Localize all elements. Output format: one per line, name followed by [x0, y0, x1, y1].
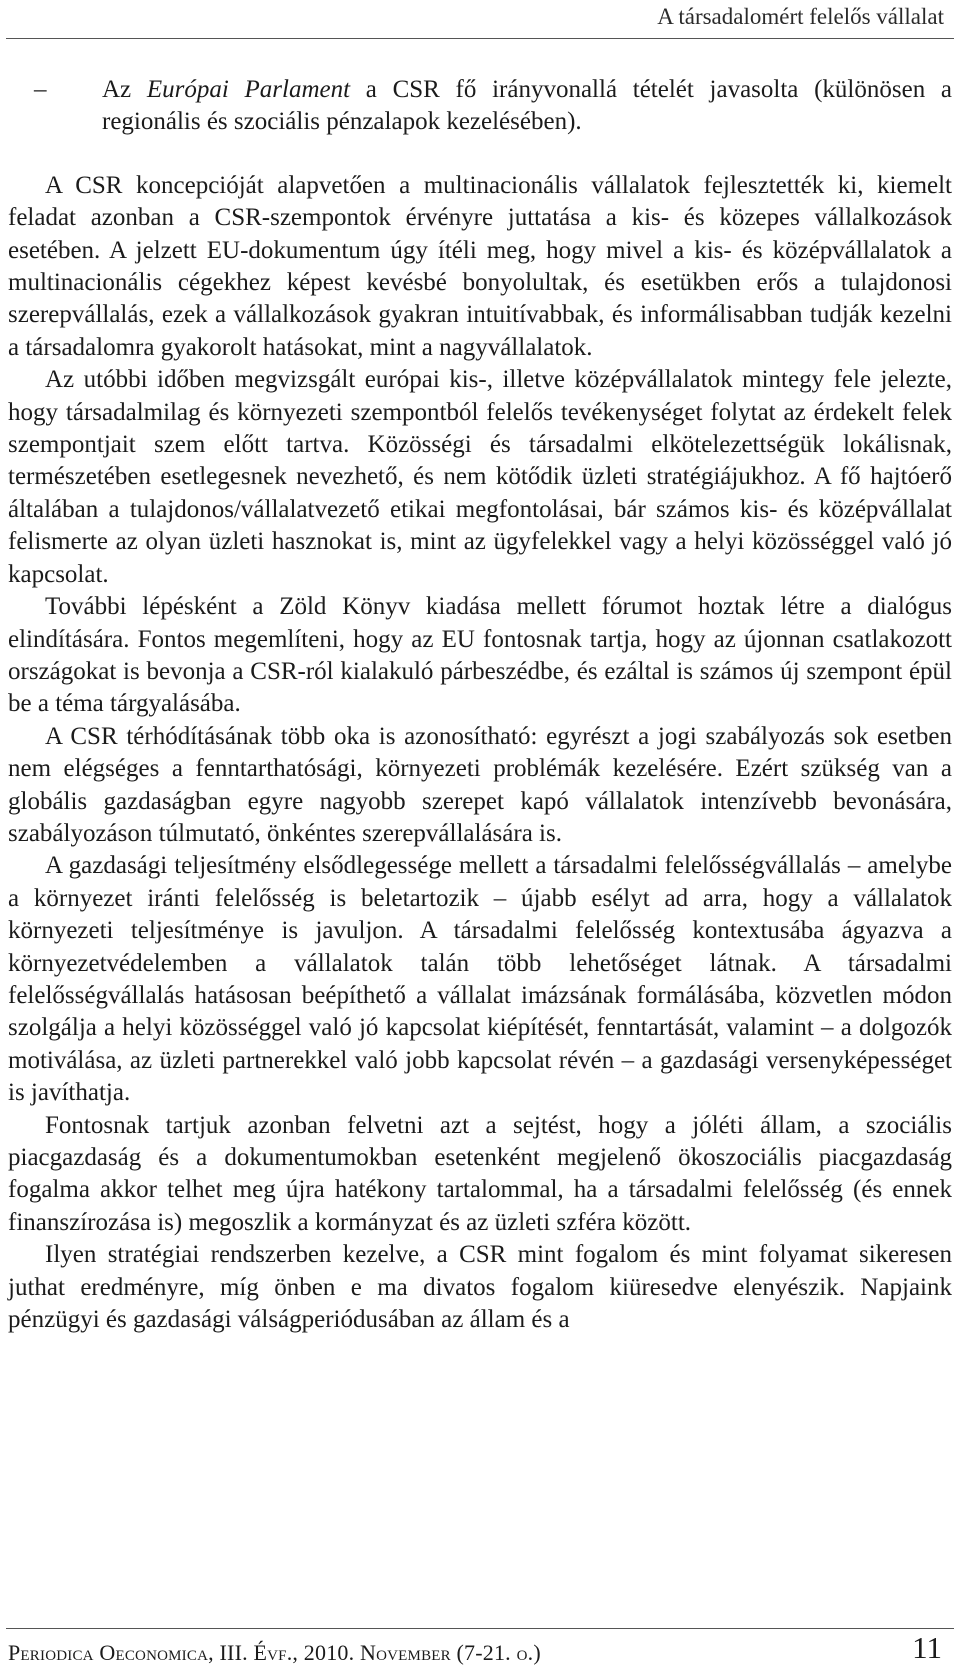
page-number: 11 [912, 1630, 942, 1665]
paragraph-3: További lépésként a Zöld Könyv kiadása mellett fórumot hoztak létre a dialógus elindítására. Fontos megemlíteni, hogy az EU fontosnak tartja, hogy az újonnan csatlakozott országokat is bevonja a CSR-ról kialakuló párbeszédbe, és ezáltal is számos új szempont épül be a téma tárgyalásába. [8, 593, 952, 718]
paragraph-5: A gazdasági teljesítmény elsődlegessége mellett a társadalmi felelősségvállalás – amelybe a környezet iránti felelősség is beletartozik – újabb esélyt ad arra, hogy a vállalatok környezeti teljesítménye is javuljon. A társadalmi felelősség kontextusába ágyazva a környezetvédelemben a vállalatok talán több lehetőséget látnak. A társadalmi felelősségvállalás hatásosan beépíthető a vállalat imázsának formálásába, közvetlen módon szolgálja a helyi közösséggel való jó kapcsolat kiépítését, fenntartását, valamint – a dolgozók motiválása, az üzleti partnerekkel való jobb kapcsolat révén – a gazdasági versenyképességet is javíthatja. [8, 852, 952, 1107]
paragraph-2: Az utóbbi időben megvizsgált európai kis-, illetve középvállalatok mintegy fele jelezte, hogy társadalmilag és környezeti szempontból felelős tevékenységet folytat az érdekelt felek szempontjait szem előtt tartva. Közösségi és társadalmi elkötelezettségük lokálisnak, természetében esetlegesnek nevezhető, és nem kötődik üzleti stratégiájukhoz. A fő hajtóerő általában a tulajdonos/vállalatvezető etikai megfontolásai, bár számos kis- és középvállalat felismerte az olyan üzleti hasznokat is, mint az ügyfelekkel vagy a helyi közösséggel való jó kapcsolat. [8, 366, 952, 588]
paragraph-6: Fontosnak tartjuk azonban felvetni azt a sejtést, hogy a jóléti állam, a szociális piacgazdaság és a dokumentumokban esetenként megjelenő ökoszociális piacgazdaság fogalma akkor telhet meg újra hatékony tartalommal, ha a társadalmi felelősség (és ennek finanszírozása is) megoszlik a kormányzat és az üzleti szféra között. [8, 1111, 952, 1236]
paragraph-4: A CSR térhódításának több oka is azonosítható: egyrészt a jogi szabályozás sok esetben nem elégséges a fenntarthatósági, környezeti problémák kezelésére. Ezért szükség van a globális gazdaságban egyre nagyobb szerepet kapó vállalatok intenzívebb bevonására, szabályozáson túlmutató, önkéntes szerepvállalására is. [8, 722, 952, 847]
bullet-italic: Európai Parlament [146, 76, 351, 103]
bullet-item [8, 74, 952, 139]
paragraph-7: Ilyen stratégiai rendszerben kezelve, a CSR mint fogalom és mint folyamat sikeresen juthat eredményre, míg önben e ma divatos fogalom kiüresedve elenyészik. Napjaink pénzügyi és gazdasági válságperiódusában az állam és a [8, 1241, 952, 1334]
running-head: A társadalomért felelős vállalat [657, 4, 944, 29]
bullet-lead: Az [102, 76, 147, 103]
bullet-dash: – [34, 76, 47, 103]
journal-citation: Periodica Oeconomica, III. Évf., 2010. November (7-21. o.) [8, 1640, 541, 1665]
page-body [8, 74, 952, 1336]
header-rule [6, 38, 954, 39]
bullet-rest: a CSR fő irányvonallá tételét javasolta (különösen a regionális és szociális pénzalapok kezelésében). [102, 76, 952, 136]
footer-rule [6, 1628, 954, 1629]
page-footer [8, 1630, 942, 1674]
paragraph-1: A CSR koncepcióját alapvetően a multinacionális vállalatok fejlesztették ki, kiemelt feladat azonban a CSR-szempontok érvényre juttatása a kis- és közepes vállalkozások esetében. A jelzett EU-dokumentum úgy ítéli meg, hogy mivel a kis- és középvállalatok a multinacionális cégekhez képest kevésbé bonyolultak, és esetükben erős a tulajdonosi szerepvállalás, ezek a vállalkozások gyakran intuitívabbak, és informálisabban tudják kezelni a társadalomra gyakorolt hatásokat, mint a nagyvállalatok. [8, 171, 952, 361]
